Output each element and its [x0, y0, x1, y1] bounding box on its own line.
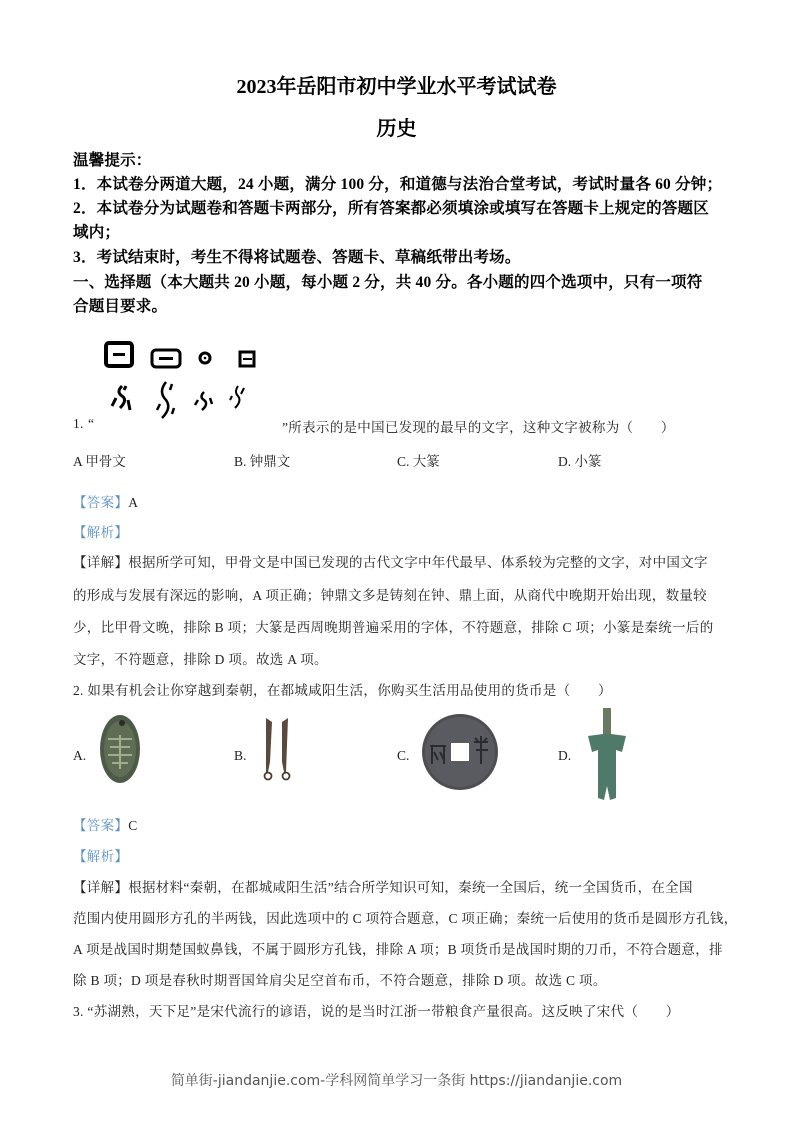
q2-stem: 2. 如果有机会让你穿越到秦朝，在都城咸阳生活，你购买生活用品使用的货币是（ ） — [73, 683, 612, 698]
q1-number: 1. — [73, 416, 84, 431]
exam-title: 2023年岳阳市初中学业水平考试试卷 — [236, 76, 557, 98]
ban-liang-coin-image — [420, 712, 500, 792]
q2-detail-line-1 — [73, 876, 693, 896]
notice-item-2-cont: 域内； — [73, 224, 121, 241]
notice-heading: 温馨提示： — [73, 152, 152, 169]
q2-detail-line-2: 范围内使用圆形方孔的半两钱，因此选项中的 C 项符合题意，C 项正确；秦统一后使用的货币是圆形方孔钱， — [73, 911, 738, 926]
detail-label: 【详解】 — [73, 555, 129, 570]
answer-value: A — [128, 495, 139, 510]
detail-text: 根据所学可知，甲骨文是中国已发现的古代文字中年代最早、体系较为完整的文字，对中国文字 — [128, 555, 708, 570]
answer-label: 【答案】 — [73, 495, 129, 510]
detail-label: 【详解】 — [73, 880, 129, 895]
q3-stem: 3. “苏湖熟，天下足”是宋代流行的谚语，说的是当时江浙一带粮食产量很高。这反映了宋代（ ） — [73, 1004, 680, 1019]
section-heading-line1: 一、选择题（本大题共 20 小题，每小题 2 分，共 40 分。各小题的四个选项中，只有一项符 — [73, 274, 703, 291]
q2-option-d-label: D. — [558, 748, 572, 763]
knife-money-image — [258, 716, 298, 782]
ancient-script-image — [100, 338, 270, 426]
section-heading-line2: 合题目要求。 — [73, 298, 168, 315]
q2-option-c-label: C. — [397, 748, 410, 763]
q2-analysis-label: 【解析】 — [73, 849, 129, 864]
q2-option-a-label: A. — [73, 748, 87, 763]
q1-detail-line-1 — [73, 551, 708, 571]
spade-money-image — [582, 706, 632, 804]
q1-detail-line-3: 少，比甲骨文晚，排除 B 项；大篆是西周晚期普遍采用的字体，不符题意，排除 C 项；小篆是秦统一后的 — [73, 620, 714, 635]
answer-value: C — [128, 818, 138, 833]
q1-detail-line-2: 的形成与发展有深远的影响，A 项正确；钟鼎文多是铸刻在钟、鼎上面，从商代中晚期开始出现，数量较 — [73, 588, 707, 603]
ant-nose-coin-image — [98, 713, 142, 785]
q1-answer — [73, 491, 138, 511]
notice-item-1: 1．本试卷分两道大题，24 小题，满分 100 分，和道德与法治合堂考试，考试时量各 60 分钟； — [73, 176, 723, 193]
q1-stem: ”所表示的是中国已发现的最早的文字，这种文字被称为（ ） — [282, 420, 675, 435]
q1-open-quote: “ — [88, 416, 95, 431]
q2-option-b-label: B. — [234, 748, 247, 763]
q1-analysis-label: 【解析】 — [73, 525, 129, 540]
subject-title: 历史 — [376, 118, 417, 140]
q2-answer — [73, 814, 138, 834]
detail-text: 根据材料“秦朝，在都城咸阳生活”结合所学知识可知，秦统一全国后，统一全国货币，在全国 — [128, 880, 693, 895]
q1-detail-line-4: 文字，不符题意，排除 D 项。故选 A 项。 — [73, 652, 328, 667]
q1-option-c: C. 大篆 — [397, 454, 440, 469]
notice-item-3: 3．考试结束时，考生不得将试题卷、答题卡、草稿纸带出考场。 — [73, 249, 521, 266]
q1-option-b: B. 钟鼎文 — [234, 454, 291, 469]
q2-detail-line-3: A 项是战国时期楚国蚁鼻钱，不属于圆形方孔钱，排除 A 项；B 项货币是战国时期的刀币，不符合题意，排 — [73, 942, 723, 957]
footer-watermark: 简单街-jiandanjie.com-学科网简单学习一条街 https://jiandanjie.com — [170, 1073, 623, 1089]
q1-option-d: D. 小篆 — [558, 454, 602, 469]
q2-detail-line-4: 除 B 项；D 项是春秋时期晋国耸肩尖足空首布币，不符合题意，排除 D 项。故选 C 项。 — [73, 973, 607, 988]
answer-label: 【答案】 — [73, 818, 129, 833]
notice-item-2: 2．本试卷分为试题卷和答题卡两部分，所有答案都必须填涂或填写在答题卡上规定的答题区 — [73, 200, 709, 217]
q1-option-a: A 甲骨文 — [73, 454, 126, 469]
